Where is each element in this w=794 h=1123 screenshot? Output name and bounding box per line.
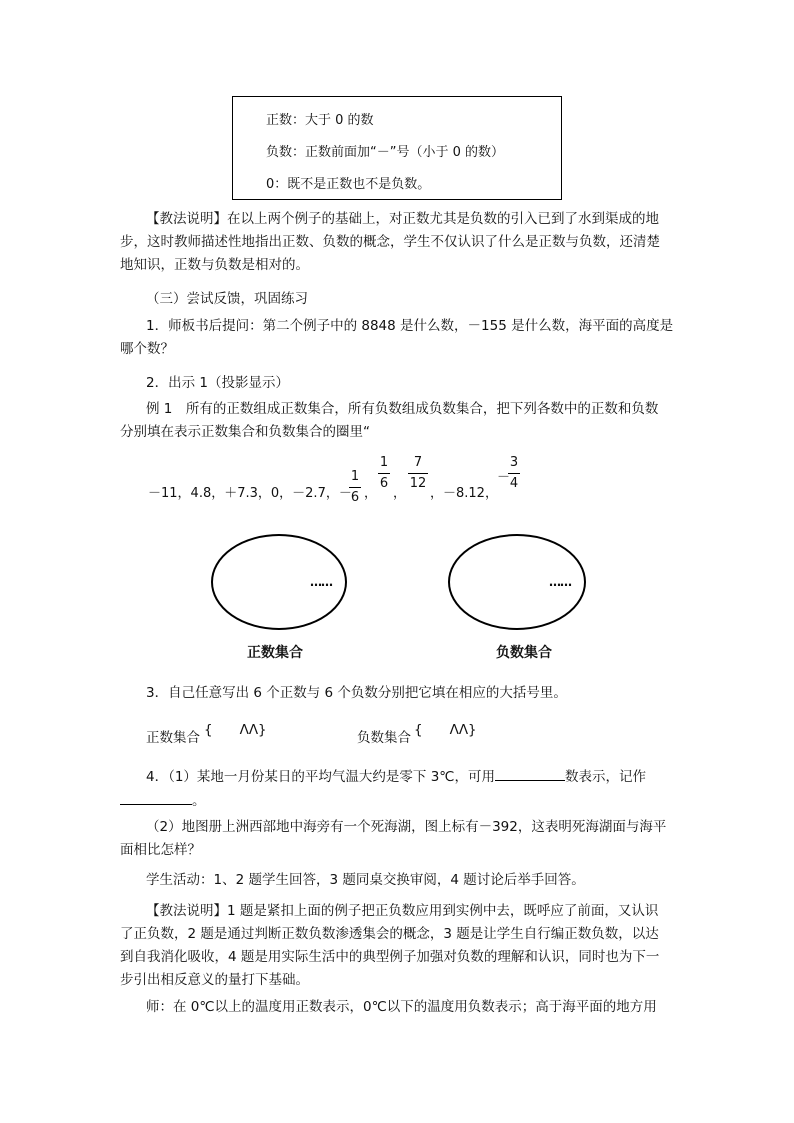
numbers-row-comma2: ， xyxy=(393,486,407,501)
brace-negative-label: 负数集合 xyxy=(357,730,411,746)
numbers-row-part2: ，－8.12， xyxy=(430,486,498,501)
definition-positive: 正数：大于 0 的数 xyxy=(266,113,374,128)
example-1-line1: 例 1 所有的正数组成正数集合，所有负数组成负数集合，把下列各数中的正数和负数 xyxy=(146,401,659,417)
example-1-line2: 分别填在表示正数集合和负数集合的圈里“ xyxy=(120,424,370,440)
numbers-row-minus: － xyxy=(497,470,511,485)
set-diagram xyxy=(200,530,600,640)
item-4-line2 xyxy=(120,789,206,809)
item-1-line2: 哪个数？ xyxy=(120,341,174,357)
item-4-line1 xyxy=(146,765,646,785)
fraction-3-den: 12 xyxy=(409,476,427,491)
answer-blank-2[interactable] xyxy=(120,804,192,805)
fraction-4-bar xyxy=(508,473,520,474)
fraction-2 xyxy=(378,455,390,492)
teaching-note-2 xyxy=(120,900,680,992)
teaching-note-1-line1: 【教法说明】在以上两个例子的基础上，对正数尤其是负数的引入已到了水到渠成的地 xyxy=(146,211,659,227)
item-4-line2-end: 。 xyxy=(192,793,206,809)
item-4-line1-a: 4．（1）某地一月份某日的平均气温大约是零下 3℃，可用 xyxy=(146,769,495,785)
section-heading: （三）尝试反馈，巩固练习 xyxy=(146,291,308,307)
fraction-1-den: 6 xyxy=(350,490,360,505)
item-3: 3．自己任意写出 6 个正数与 6 个负数分别把它填在相应的大括号里。 xyxy=(146,685,567,701)
teaching-note-1 xyxy=(120,208,680,277)
brace-positive-label: 正数集合 xyxy=(146,730,200,746)
fraction-3-bar xyxy=(408,473,428,474)
student-activity: 学生活动：1、2 题学生回答，3 题同桌交换审阅，4 题讨论后举手回答。 xyxy=(146,872,585,888)
example-1 xyxy=(120,398,680,444)
item-1 xyxy=(120,315,680,361)
fraction-2-den: 6 xyxy=(379,476,389,491)
item-4-line1-b: 数表示，记作 xyxy=(564,769,646,785)
negative-set-label: 负数集合 xyxy=(496,645,552,661)
fraction-4-num: 3 xyxy=(509,455,519,470)
answer-blank-1[interactable] xyxy=(495,780,565,781)
fraction-3-num: 7 xyxy=(413,455,423,470)
teaching-note-2-line3: 到自我消化吸收，4 题是用实际生活中的典型例子加强对负数的理解和认识，同时也为下一 xyxy=(120,949,660,965)
item-4-2-line2: 面相比怎样？ xyxy=(120,842,201,858)
fraction-1 xyxy=(349,469,361,506)
negative-set-dots: …… xyxy=(549,575,571,589)
teaching-note-2-line2: 了正负数，2 题是通过判断正数负数渗透集会的概念，3 题是让学生自行编正数负数，以达 xyxy=(120,926,659,942)
teaching-note-1-line3: 地知识，正数与负数是相对的。 xyxy=(120,257,309,273)
definition-box xyxy=(232,96,562,200)
teaching-note-2-line1: 【教法说明】1 题是紧扣上面的例子把正负数应用到实例中去，既呼应了前面，又认识 xyxy=(146,903,659,919)
positive-set-dots: …… xyxy=(310,575,332,589)
definition-negative: 负数：正数前面加“－”号（小于 0 的数） xyxy=(266,145,505,160)
fraction-3 xyxy=(408,455,428,492)
fraction-4-den: 4 xyxy=(509,476,519,491)
positive-set-label: 正数集合 xyxy=(247,645,303,661)
fraction-1-bar xyxy=(349,487,361,488)
definition-zero: 0：既不是正数也不是负数。 xyxy=(266,177,431,192)
item-1-line1: 1．师板书后提问：第二个例子中的 8848 是什么数，－155 是什么数，海平面的高度是 xyxy=(146,318,674,334)
fraction-1-num: 1 xyxy=(350,469,360,484)
teaching-note-2-line4: 步引出相反意义的量打下基础。 xyxy=(120,972,309,988)
teacher-line: 师：在 0℃以上的温度用正数表示，0℃以下的温度用负数表示；高于海平面的地方用 xyxy=(146,999,657,1015)
numbers-row-part1: －11，4.8，＋7.3，0，－2.7，－ xyxy=(148,486,352,501)
teaching-note-1-line2: 步，这时教师描述性地指出正数、负数的概念，学生不仅认识了什么是正数与负数，还清楚 xyxy=(120,234,660,250)
item-4-2 xyxy=(120,816,680,862)
fraction-4 xyxy=(508,455,520,492)
item-2: 2．出示 1（投影显示） xyxy=(146,375,289,391)
numbers-row-comma1: ， xyxy=(364,486,378,501)
brace-negative-content: { ΛΛ} xyxy=(414,722,477,738)
item-4-2-line1: （2）地图册上洲西部地中海旁有一个死海湖，图上标有－392，这表明死海湖面与海平 xyxy=(146,819,667,835)
fraction-2-num: 1 xyxy=(379,455,389,470)
brace-positive-content: { ΛΛ} xyxy=(204,722,267,738)
fraction-2-bar xyxy=(378,473,390,474)
